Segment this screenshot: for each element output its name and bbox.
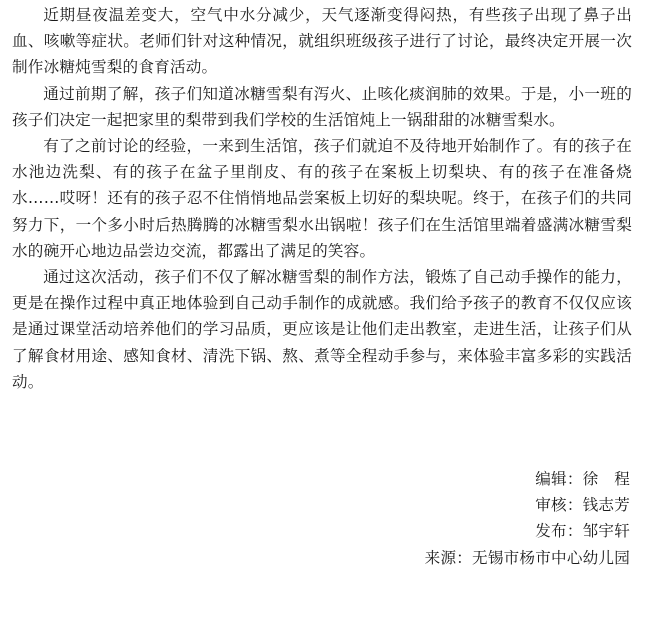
credit-publisher: 发布：邹宇轩 bbox=[535, 522, 630, 541]
credit-reviewer: 审核：钱志芳 bbox=[535, 496, 630, 515]
paragraph-reflection: 通过这次活动，孩子们不仅了解冰糖雪梨的制作方法，锻炼了自己动手操作的能力，更是在操作过程中真正地体验到自己动手制作的成就感。我们给予孩子的教育不仅仅应该是通过课堂活动培养他们的学习品质，更应该是让他们走出教室，走进生活，让孩子们从了解食材用途、感知食材、清洗下锅、熬、煮等全程动手参与，来体验丰富多彩的实践活动。 bbox=[12, 268, 632, 391]
credit-source: 来源：无锡市杨市中心幼儿园 bbox=[424, 548, 630, 567]
paragraph-activity: 有了之前讨论的经验，一来到生活馆，孩子们就迫不及待地开始制作了。有的孩子在水池边洗梨、有的孩子在盆子里削皮、有的孩子在案板上切梨块、有的孩子在准备烧水……哎呀！还有的孩子忍不住悄悄地品尝案板上切好的梨块呢。终于，在孩子们的共同努力下，一个多小时后热腾腾的冰糖雪梨水出锅啦！孩子们在生活馆里端着盛满冰糖雪梨水的碗开心地边品尝边交流，都露出了满足的笑容。 bbox=[12, 137, 632, 260]
article-credits bbox=[380, 466, 630, 571]
paragraph-background: 通过前期了解，孩子们知道冰糖雪梨有泻火、止咳化痰润肺的效果。于是，小一班的孩子们决定一起把家里的梨带到我们学校的生活馆炖上一锅甜甜的冰糖雪梨水。 bbox=[12, 84, 632, 129]
article-body bbox=[12, 2, 632, 395]
credit-editor: 编辑：徐 程 bbox=[535, 470, 630, 488]
paragraph-intro: 近期昼夜温差变大，空气中水分减少，天气逐渐变得闷热，有些孩子出现了鼻子出血、咳嗽等症状。老师们针对这种情况，就组织班级孩子进行了讨论，最终决定开展一次制作冰糖炖雪梨的食育活动。 bbox=[12, 6, 632, 77]
